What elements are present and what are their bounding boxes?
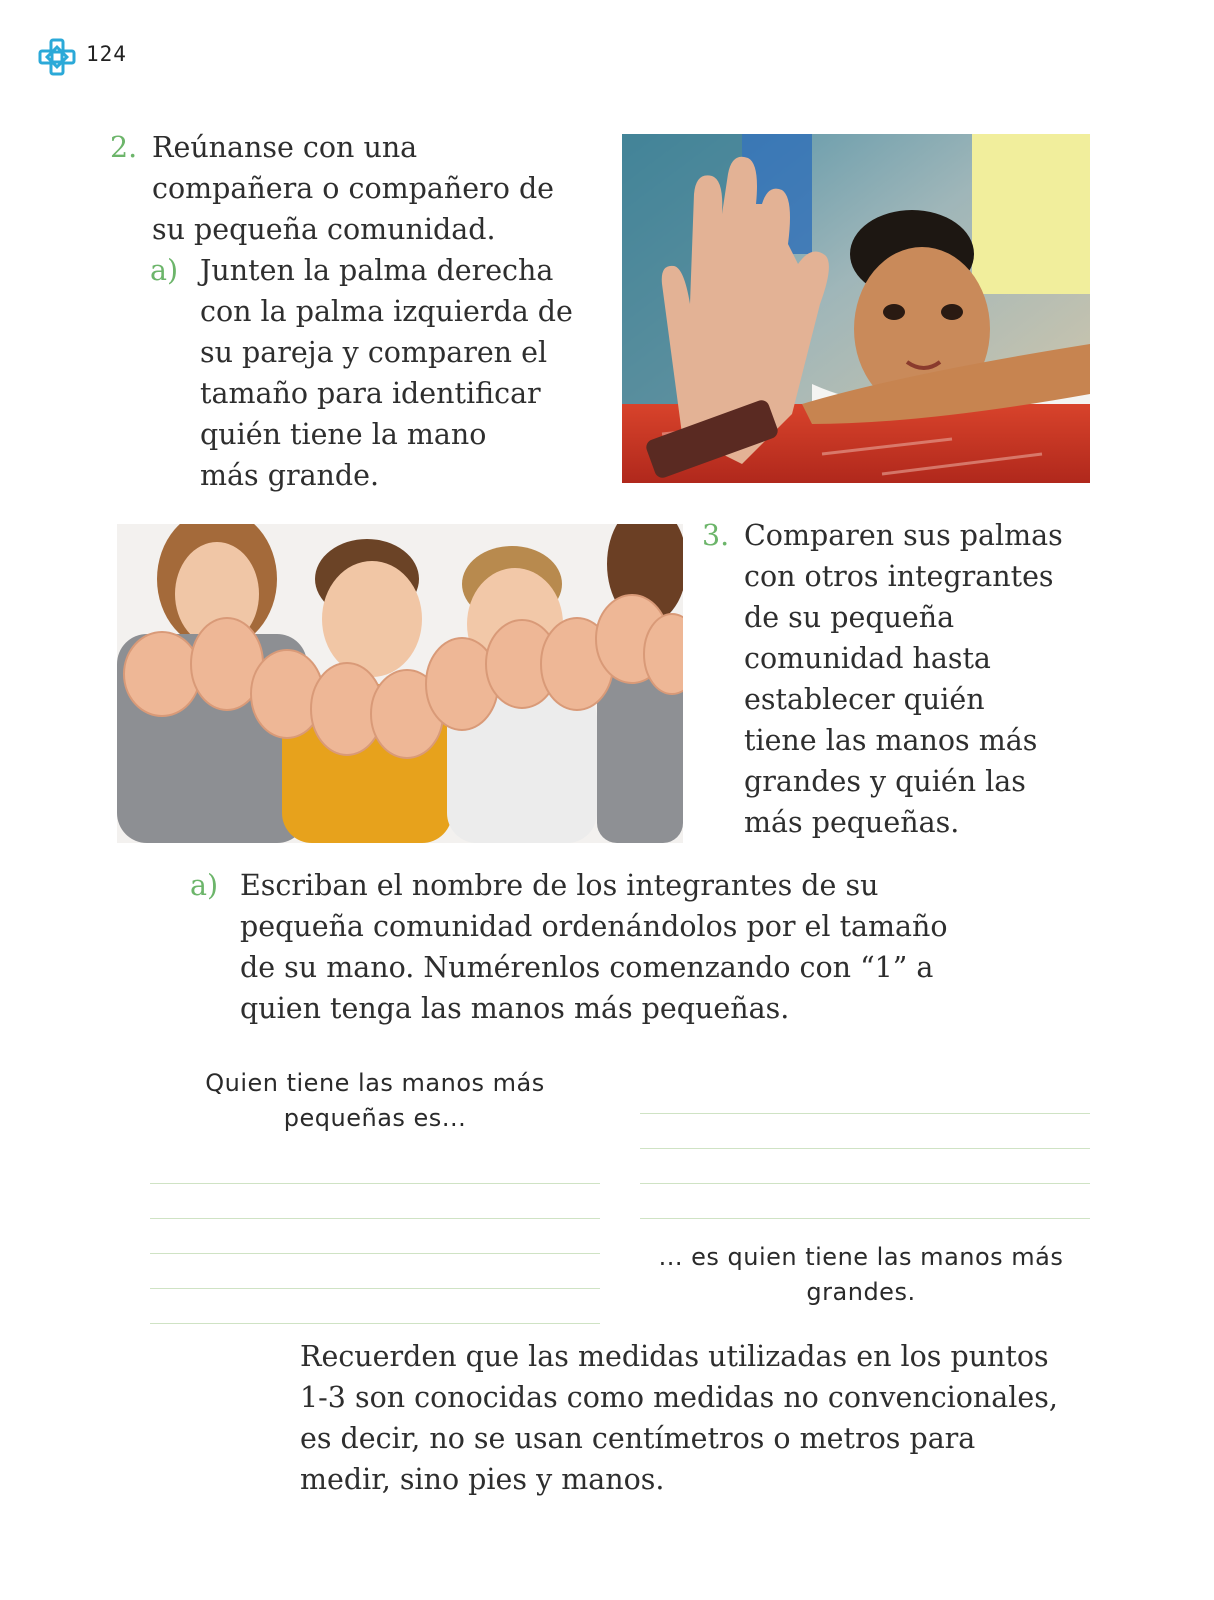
text-line: Reúnanse con una — [152, 131, 418, 164]
item-text — [200, 250, 573, 496]
text-line: 1-3 son conocidas como medidas no convencionales, — [300, 1381, 1058, 1414]
text-line: quién tiene la mano — [200, 418, 487, 451]
reminder-paragraph — [300, 1336, 1058, 1500]
text-line: su pareja y comparen el — [200, 336, 548, 369]
prompt-line: grandes. — [806, 1278, 916, 1306]
text-line: de su pequeña — [744, 601, 955, 634]
prompt-largest-hands — [636, 1240, 1086, 1310]
text-line: Comparen sus palmas — [744, 519, 1063, 552]
item-number: 3. — [702, 519, 730, 552]
text-line: Escriban el nombre de los integrantes de su — [240, 869, 879, 902]
writing-line[interactable] — [150, 1323, 600, 1324]
text-line: su pequeña comunidad. — [152, 213, 496, 246]
prompt-line: Quien tiene las manos más — [205, 1069, 545, 1097]
photo-children-palms — [117, 524, 683, 843]
item-number: 2. — [110, 131, 138, 164]
text-line: medir, sino pies y manos. — [300, 1463, 665, 1496]
text-line: más pequeñas. — [744, 806, 960, 839]
text-line: tiene las manos más — [744, 724, 1038, 757]
text-line: Recuerden que las medidas utilizadas en los puntos — [300, 1340, 1049, 1373]
text-line: Junten la palma derecha — [200, 254, 554, 287]
text-line: grandes y quién las — [744, 765, 1026, 798]
community-knot-icon — [38, 38, 76, 76]
text-line: quien tenga las manos más pequeñas. — [240, 992, 790, 1025]
writing-line[interactable] — [150, 1218, 600, 1219]
text-line: tamaño para identificar — [200, 377, 541, 410]
item-text — [152, 127, 554, 250]
sub-item-letter: a) — [150, 254, 179, 287]
text-line: es decir, no se usan centímetros o metros para — [300, 1422, 976, 1455]
writing-line[interactable] — [640, 1113, 1090, 1114]
sub-item-letter: a) — [190, 869, 219, 902]
text-line: compañera o compañero de — [152, 172, 555, 205]
item-text — [744, 515, 1063, 843]
text-line: con otros integrantes — [744, 560, 1054, 593]
text-line: más grande. — [200, 459, 380, 492]
writing-line[interactable] — [640, 1183, 1090, 1184]
prompt-line: pequeñas es... — [283, 1104, 467, 1132]
text-line: con la palma izquierda de — [200, 295, 573, 328]
text-line: establecer quién — [744, 683, 985, 716]
writing-line[interactable] — [640, 1218, 1090, 1219]
text-line: comunidad hasta — [744, 642, 991, 675]
writing-line[interactable] — [640, 1148, 1090, 1149]
writing-line[interactable] — [150, 1253, 600, 1254]
prompt-smallest-hands — [150, 1066, 600, 1136]
writing-line[interactable] — [150, 1183, 600, 1184]
writing-line[interactable] — [150, 1288, 600, 1289]
photo-palm-comparison — [622, 134, 1090, 483]
item-text — [240, 865, 948, 1029]
text-line: pequeña comunidad ordenándolos por el tamaño — [240, 910, 948, 943]
page-number: 124 — [86, 42, 127, 66]
prompt-line: ... es quien tiene las manos más — [658, 1243, 1064, 1271]
text-line: de su mano. Numérenlos comenzando con “1” a — [240, 951, 934, 984]
